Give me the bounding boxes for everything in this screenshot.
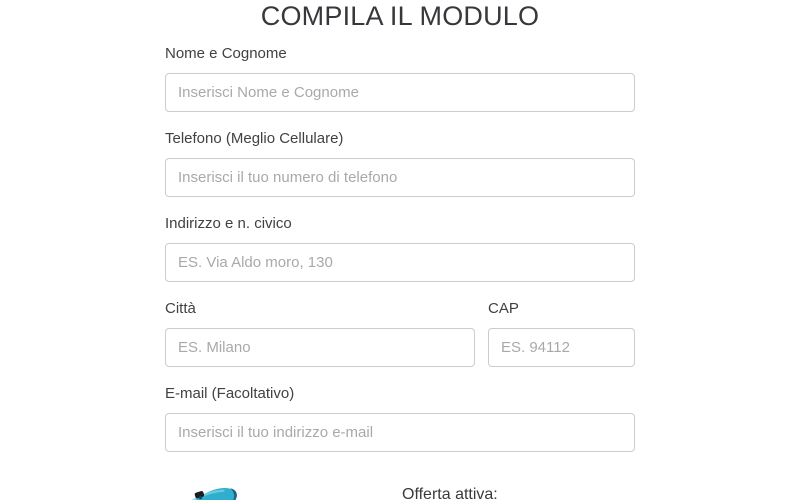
city-input[interactable]	[165, 328, 475, 367]
product-image	[165, 480, 243, 500]
zip-label: CAP	[488, 300, 519, 317]
zip-input[interactable]	[488, 328, 635, 367]
offer-section	[165, 471, 635, 500]
form-title: COMPILA IL MODULO	[260, 1, 540, 31]
email-input[interactable]	[165, 413, 635, 452]
address-label: Indirizzo e n. civico	[165, 215, 292, 232]
phone-label: Telefono (Meglio Cellulare)	[165, 130, 344, 147]
offer-text-column	[400, 471, 635, 500]
name-input[interactable]	[165, 73, 635, 112]
offer-heading: Offerta attiva:	[402, 486, 498, 500]
offer-image-column	[165, 471, 400, 500]
field-group-name	[165, 46, 635, 112]
city-label: Città	[165, 300, 196, 317]
field-group-city	[165, 301, 475, 367]
city-zip-row	[165, 301, 635, 367]
name-label: Nome e Cognome	[165, 45, 287, 62]
field-group-address	[165, 216, 635, 282]
address-input[interactable]	[165, 243, 635, 282]
field-group-email	[165, 386, 635, 452]
phone-input[interactable]	[165, 158, 635, 197]
email-label: E-mail (Facoltativo)	[165, 385, 295, 402]
lead-form	[165, 46, 635, 500]
field-group-phone	[165, 131, 635, 197]
form-page	[165, 0, 635, 500]
field-group-zip	[488, 301, 635, 367]
